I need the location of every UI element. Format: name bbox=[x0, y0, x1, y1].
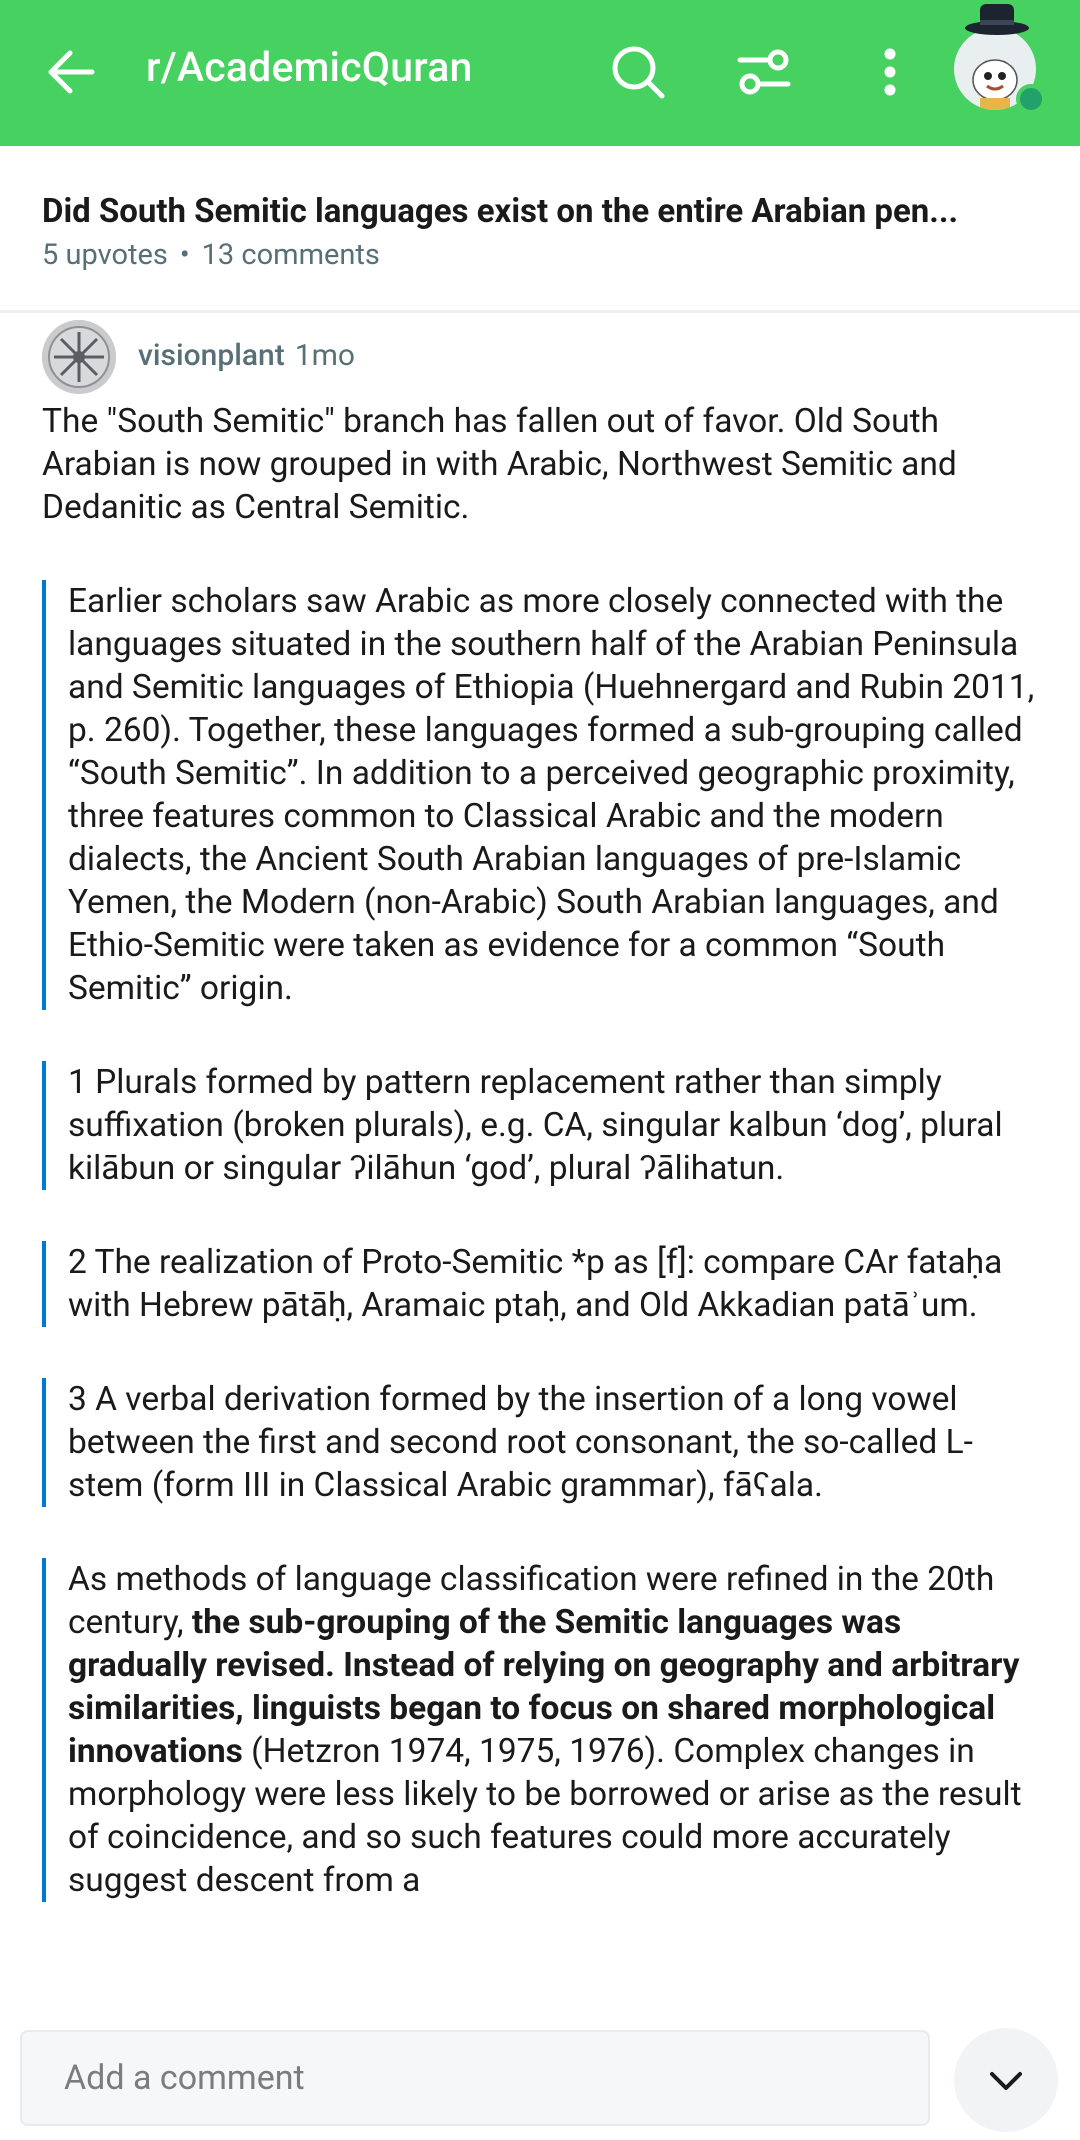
comment-composer-bar bbox=[0, 2012, 1080, 2140]
quote-text: Earlier scholars saw Arabic as more closely connected with the languages situated in the southern half of the Arabian Peninsula and Semitic languages of Ethiopia (Huehnergard and Rubin 2011, p. 260). Together, these languages formed a sub-grouping called “South Semitic”. In addition to a perceived geographic proximity, three features common to Classical Arabic and the modern dialects, the Ancient South Arabian languages of pre-Islamic Yemen, the Modern (non-Arabic) South Arabian languages, and Ethio-Semitic were taken as evidence for a common “South Semitic” origin. bbox=[68, 582, 1035, 1008]
upvote-count: 5 upvotes bbox=[42, 238, 168, 272]
quote-text-start: As methods of language classification were refined in the 20th century, bbox=[68, 1560, 995, 1642]
collapse-button[interactable] bbox=[954, 2028, 1058, 2132]
hat-icon bbox=[962, 0, 1032, 38]
online-status-dot bbox=[1016, 84, 1046, 114]
post-header[interactable] bbox=[0, 146, 1080, 313]
username[interactable]: visionplant bbox=[138, 338, 285, 373]
blockquote bbox=[42, 1061, 1042, 1190]
quote-text: 3 A verbal derivation formed by the insertion of a long vowel between the first and second root consonant, the so-called L-stem (form III in Classical Arabic grammar), fāʕala. bbox=[68, 1380, 973, 1505]
add-comment-input[interactable]: Add a comment bbox=[20, 2030, 930, 2126]
quote-text: 1 Plurals formed by pattern replacement rather than simply suffixation (broken plurals), e.g. CA, singular kalbun ‘dog’, plural kilābun or singular ʔilāhun ‘god’, plural ʔālihatun. bbox=[68, 1063, 1003, 1188]
quote-text: 2 The realization of Proto-Semitic *p as [f]: compare CAr fataḥa with Hebrew pātāḥ, Aramaic ptaḥ, and Old Akkadian patāʾum. bbox=[68, 1243, 1003, 1325]
blockquote bbox=[42, 580, 1042, 1010]
quote-text-end: (Hetzron 1974, 1975, 1976). Complex changes in morphology were less likely to be borrowed or arise as the result of coincidence, and so such features could more accurately suggest descent from a bbox=[68, 1732, 1022, 1900]
blockquote bbox=[42, 1378, 1042, 1507]
comment-intro: The "South Semitic" branch has fallen out of favor. Old South Arabian is now grouped in with Arabic, Northwest Semitic and Dedanitic as Central Semitic. bbox=[42, 402, 957, 527]
back-arrow-icon[interactable] bbox=[42, 40, 102, 104]
user-avatar[interactable] bbox=[952, 0, 1044, 112]
subreddit-title[interactable]: r/AcademicQuran bbox=[146, 44, 473, 92]
blockquote bbox=[42, 1241, 1042, 1327]
post-meta bbox=[42, 238, 380, 272]
meta-separator: • bbox=[179, 238, 190, 272]
filter-icon[interactable] bbox=[732, 40, 796, 104]
quote-text bbox=[68, 1558, 1042, 1902]
quote-text-bold: the sub-grouping of the Semitic languages was gradually revised. Instead of relying on geography and arbitrary similarities, linguists began to focus on shared morphological innovations bbox=[68, 1603, 1020, 1771]
search-icon[interactable] bbox=[606, 40, 670, 104]
comment-author[interactable] bbox=[138, 338, 355, 373]
top-app-bar bbox=[0, 0, 1080, 146]
commenter-avatar[interactable] bbox=[42, 320, 116, 394]
comment-body bbox=[42, 400, 1042, 1953]
more-vertical-icon[interactable] bbox=[858, 40, 922, 104]
post-title[interactable]: Did South Semitic languages exist on the entire Arabian pen... bbox=[42, 192, 959, 231]
comment-count: 13 comments bbox=[201, 238, 380, 272]
comment-time: 1mo bbox=[294, 338, 355, 373]
chevron-down-icon bbox=[954, 2028, 1058, 2132]
blockquote bbox=[42, 1558, 1042, 1902]
